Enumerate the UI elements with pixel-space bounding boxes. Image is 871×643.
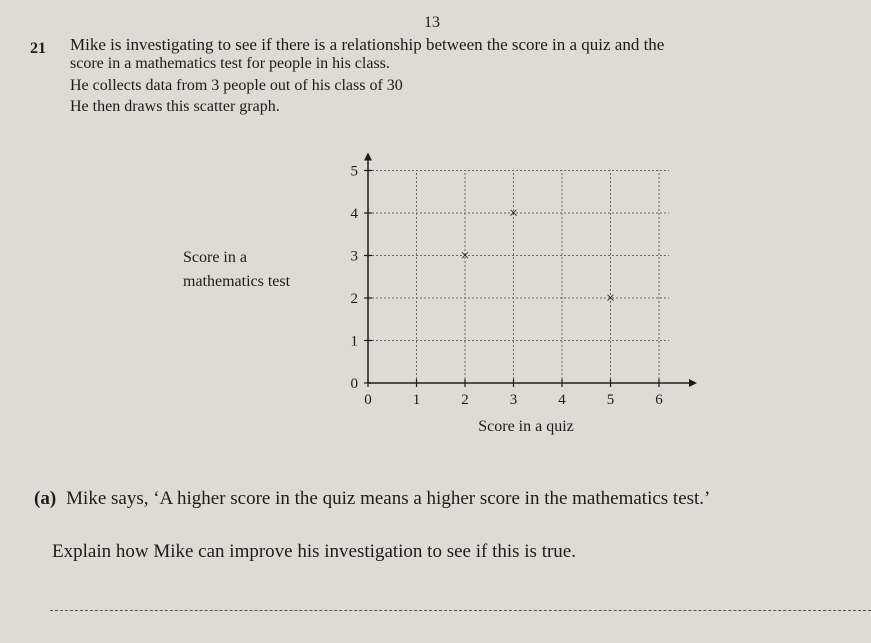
y-tick-label: 4 (350, 206, 358, 222)
x-tick-label: 4 (558, 392, 566, 408)
part-a-text: Mike says, ‘A higher score in the quiz means a higher score in the mathematics test.’ (66, 488, 711, 509)
x-axis-arrow (689, 379, 697, 387)
x-tick-label: 3 (509, 392, 518, 408)
x-tick-label: 5 (606, 392, 615, 408)
tick-labels (351, 164, 664, 409)
question-number: 21 (30, 40, 46, 57)
part-a-statement (34, 488, 710, 510)
grid (368, 171, 669, 384)
x-tick-label: 2 (461, 392, 469, 408)
page-number: 13 (424, 14, 440, 31)
part-a-instruction: Explain how Mike can improve his investigation to see if this is true. (52, 541, 576, 562)
y-tick-label: 5 (350, 163, 358, 180)
answer-line[interactable] (50, 610, 871, 611)
y-axis-label: Score in a (183, 249, 247, 266)
y-tick-label: 0 (350, 376, 358, 392)
x-tick-label: 6 (655, 392, 663, 408)
y-tick-label: 2 (350, 291, 358, 307)
question-text-line: Mike is investigating to see if there is a relationship between the score in a quiz and the (70, 35, 665, 54)
question-text-line: He collects data from 3 people out of his class of 30 (70, 77, 403, 94)
data-point-cross: × (605, 290, 616, 307)
y-tick-label: 1 (350, 333, 358, 350)
question-text-line: score in a mathematics test for people in his class. (70, 55, 390, 72)
question-text-line: He then draws this scatter graph. (70, 98, 280, 115)
part-a-label: (a) (34, 488, 57, 509)
x-tick-label: 1 (412, 392, 421, 408)
y-axis-label: mathematics test (183, 273, 291, 290)
x-axis-label: Score in a quiz (478, 418, 574, 435)
data-point-cross: × (508, 205, 519, 222)
y-tick-label: 3 (350, 248, 358, 265)
x-tick-label: 0 (364, 392, 372, 408)
y-axis-arrow (364, 153, 372, 161)
axes (364, 153, 697, 388)
data-point-cross: × (460, 247, 470, 265)
